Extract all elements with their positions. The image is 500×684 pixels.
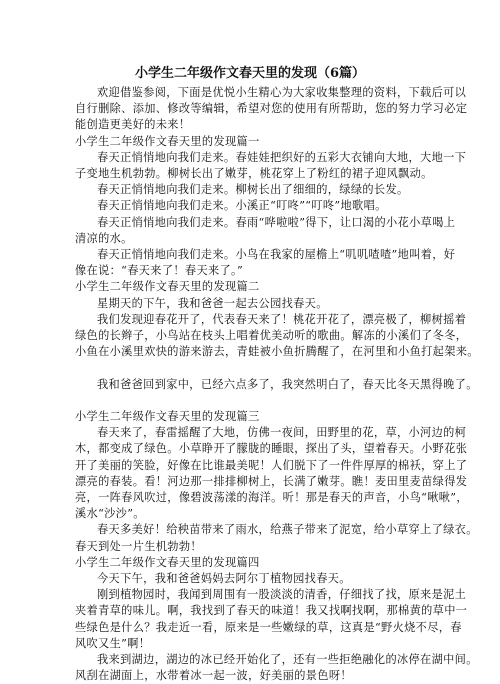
body-line: 子变地生机勃勃。柳树长出了嫩芽，桃花穿上了粉红的裙子迎风飘动。 <box>75 167 433 180</box>
body-line: 今天下午，我和爸爸妈妈去阿尔丁植物园找春天。 <box>97 572 351 585</box>
body-line: 小学生二年级作文春天里的发现篇三 <box>75 410 260 423</box>
body-line: 春天到处一片生机勃勃！ <box>75 539 202 553</box>
body-line: 夹着青草的味儿。啊，我找到了春天的味道！我又找啊找啊，那棉黄的草中一 <box>75 604 468 618</box>
body-line: 开了美丽的笑脸，好像在比谁最美呢！人们脱下了一件件厚厚的棉袄，穿上了 <box>75 458 468 472</box>
body-line: 漂亮的春装。看！河边那一排排柳树上，长满了嫩芽。瞧！麦田里麦苗绿得发 <box>75 474 468 488</box>
body-line: 亮，一阵春风吹过，像碧波荡漾的海洋。听！那是春天的声音，小鸟“啾啾”， <box>75 491 468 504</box>
body-line: 清凉的水。 <box>75 231 133 245</box>
document-title: 小学生二年级作文春天里的发现（6篇） <box>134 66 366 81</box>
body-line: 春天来了，春雷摇醒了大地，仿佛一夜间，田野里的花，草，小河边的柯 <box>97 426 467 440</box>
body-line: 小学生二年级作文春天里的发现篇四 <box>75 555 260 569</box>
body-line: 绿色的长辫子，小鸟站在枝头上唱着优美动听的歌曲。解冻的小溪们了冬冬， <box>75 329 468 342</box>
body-line: 春天正悄悄地向我们走来。小溪正“叮咚”“叮咚”地歌唱。 <box>97 199 387 213</box>
body-line: 春天正悄悄地向我们走来。春娃娃把织好的五彩大衣铺向大地，大地一下 <box>97 150 467 164</box>
body-line: 欢迎借鉴参阅，下面是优悦小生精心为大家收集整理的资料，下载后可以 <box>97 86 467 99</box>
body-line: 星期天的下午，我和爸爸一起去公园找春天。 <box>97 296 328 310</box>
body-line: 春天正悄悄地向我们走来。小鸟在我家的屋檐上“叽叽喳喳”地叫着，好 <box>97 248 456 261</box>
body-line: 小学生二年级作文春天里的发现篇一 <box>75 134 260 148</box>
body-line: 能创造更美好的未来！ <box>75 118 191 132</box>
body-line: 自行删除、添加、修改等编辑，希望对您的使用有所帮助，您的努力学习必定 <box>75 102 468 116</box>
body-line: 木，都变成了绿色。小草睁开了朦胧的睡眼，探出了头，望着春天。小野花张 <box>75 442 468 456</box>
body-line: 溪水“沙沙”。 <box>75 507 145 521</box>
body-line: 小学生二年级作文春天里的发现篇二 <box>75 280 260 294</box>
body-line: 像在说：“春天来了！春天来了。” <box>75 264 244 278</box>
body-line: 风吹又生”啊！ <box>75 636 151 650</box>
body-line: 春天多美好！给秧苗带来了雨水，给燕子带来了泥宽，给小草穿上了绿衣。 <box>97 523 478 537</box>
body-line: 小鱼在小溪里欢快的游来游去，青蛙被小鱼折腾醒了，在河里和小鱼打起架来。 <box>75 345 479 359</box>
body-line: 刚到植物园时，我闻到周围有一股淡淡的清香，仔细找了找，原来是泥土 <box>97 588 467 602</box>
body-line: 我和爸爸回到家中，已经六点多了，我突然明白了，春天比冬天黑得晚了。 <box>97 377 478 391</box>
body-line: 些绿色是什么？我走近一看，原来是一些嫩绿的草，这真是“野火烧不尽，春 <box>75 620 462 634</box>
body-line: 春天正悄悄地向我们走来。春雨“哗啦啦”得下，让口渴的小花小草喝上 <box>97 215 456 229</box>
body-line: 我来到湖边，湖边的冰已经开始化了，还有一些拒绝融化的冰停在湖中间。 <box>97 653 478 666</box>
body-line: 我们发现迎春花开了，代表春天来了！桃花开花了，漂亮极了，柳树摇着 <box>97 312 467 326</box>
body-line: 春天正悄悄地向我们走来。柳树长出了细细的，绿绿的长发。 <box>97 183 409 197</box>
body-line: 风刮在湖面上，水带着冰一起一波，好美丽的景色呀！ <box>75 669 352 683</box>
